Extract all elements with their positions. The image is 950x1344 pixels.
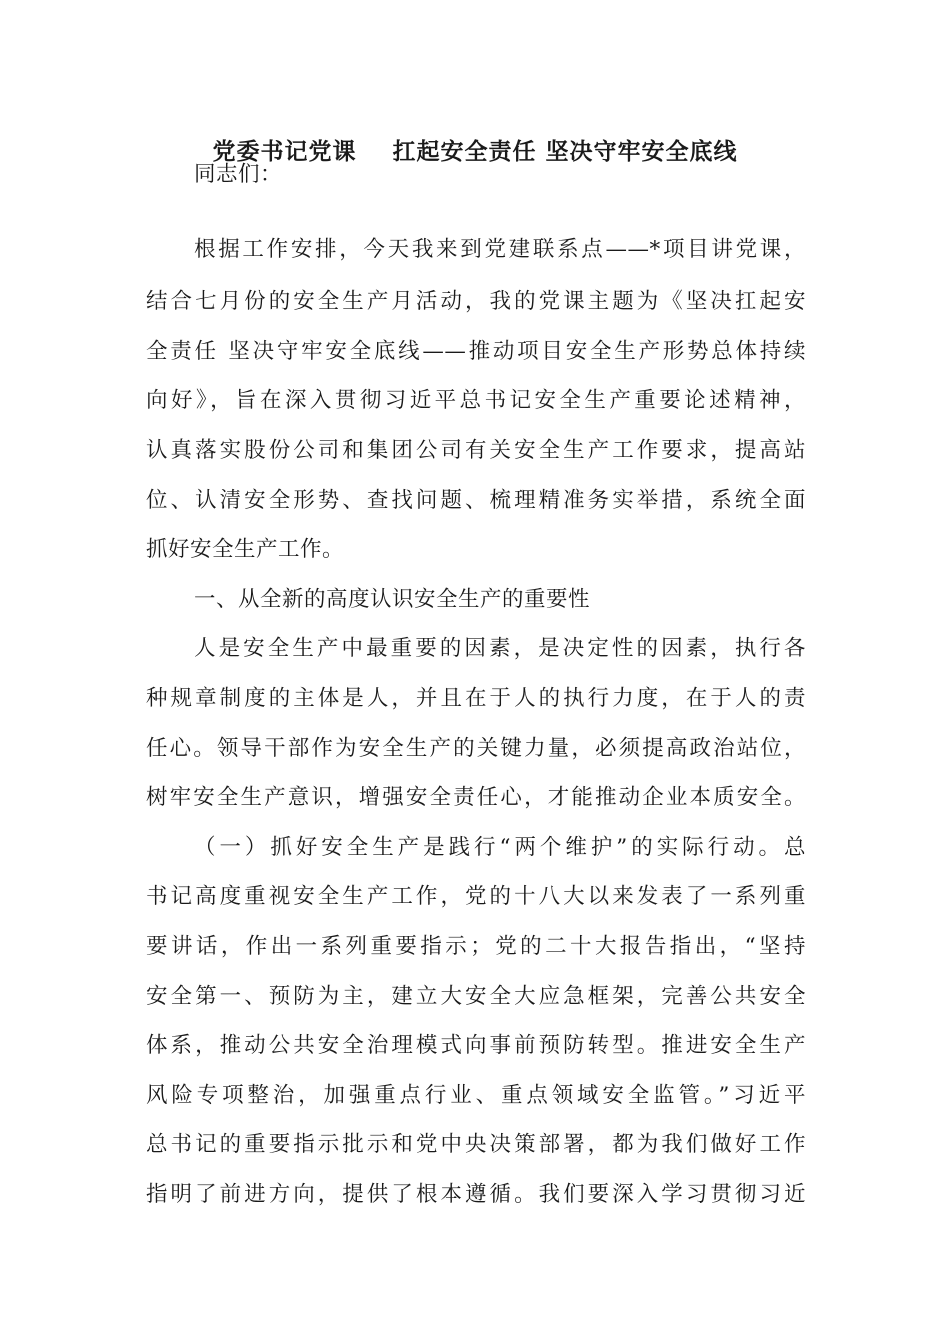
text-line: 根据工作安排，今天我来到党建联系点——*项目讲党课， xyxy=(194,237,806,262)
salutation: 同志们： xyxy=(194,162,283,187)
text-line: 结合七月份的安全生产月活动，我的党课主题为《坚决扛起安 xyxy=(146,289,806,314)
text-line: 认真落实股份公司和集团公司有关安全生产工作要求，提高站 xyxy=(146,438,806,463)
title-part-1: 党委书记党课 xyxy=(212,139,357,165)
text-line: 指明了前进方向，提供了根本遵循。我们要深入学习贯彻习近 xyxy=(146,1182,806,1207)
text-line: （一）抓好安全生产是践行“两个维护”的实际行动。总 xyxy=(194,835,806,860)
text-line: 树牢安全生产意识，增强安全责任心，才能推动企业本质安全。 xyxy=(146,785,806,810)
text-line: 抓好安全生产工作。 xyxy=(146,537,345,562)
text-line: 要讲话，作出一系列重要指示；党的二十大报告指出，“坚持 xyxy=(146,934,806,959)
text-line: 体系，推动公共安全治理模式向事前预防转型。推进安全生产 xyxy=(146,1033,806,1058)
text-line: 向好》，旨在深入贯彻习近平总书记安全生产重要论述精神， xyxy=(146,388,806,413)
section-heading: 一、从全新的高度认识安全生产的重要性 xyxy=(194,587,591,612)
text-line: 安全第一、预防为主，建立大安全大应急框架，完善公共安全 xyxy=(146,984,806,1009)
text-line: 总书记的重要指示批示和党中央决策部署，都为我们做好工作 xyxy=(146,1132,806,1157)
title-part-2: 扛起安全责任 坚决守牢安全底线 xyxy=(392,139,738,165)
text-line: 种规章制度的主体是人，并且在于人的执行力度，在于人的责 xyxy=(146,686,806,711)
text-line: 人是安全生产中最重要的因素，是决定性的因素，执行各 xyxy=(194,636,806,661)
text-line: 任心。领导干部作为安全生产的关键力量，必须提高政治站位， xyxy=(146,736,806,761)
text-line: 位、认清安全形势、查找问题、梳理精准务实举措，系统全面 xyxy=(146,488,806,513)
text-line: 书记高度重视安全生产工作，党的十八大以来发表了一系列重 xyxy=(146,884,806,909)
text-line: 全责任 坚决守牢安全底线——推动项目安全生产形势总体持续 xyxy=(146,339,806,364)
text-line: 风险专项整治，加强重点行业、重点领域安全监管。”习近平 xyxy=(146,1083,806,1108)
